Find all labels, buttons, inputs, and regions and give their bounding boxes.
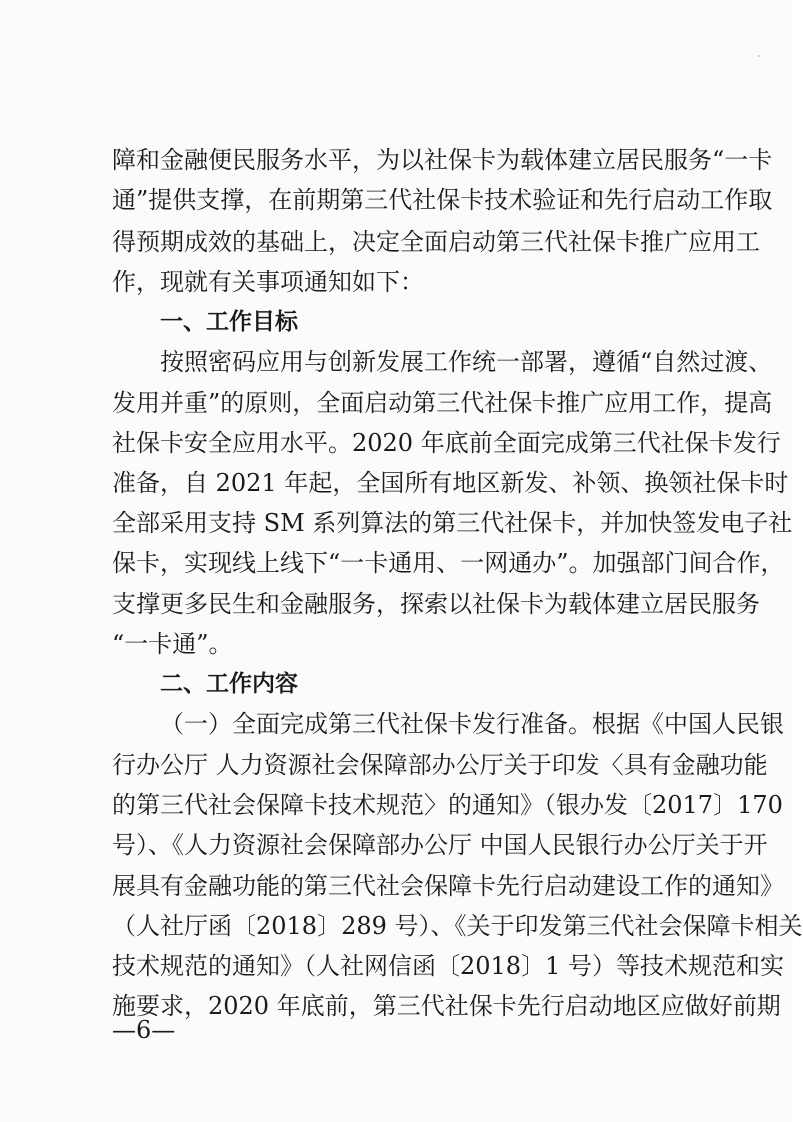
scan-speck	[758, 55, 760, 57]
body-line: 行办公厅 人力资源社会保障部办公厅关于印发〈具有金融功能	[112, 751, 768, 779]
body-line: 展具有金融功能的第三代社会保障卡先行启动建设工作的通知》	[112, 872, 784, 900]
body-line: 作，现就有关事项通知如下：	[112, 268, 424, 296]
body-line: 全部采用支持 SM 系列算法的第三代社保卡，并加快签发电子社	[112, 509, 793, 537]
body-line: 发用并重”的原则，全面启动第三代社保卡推广应用工作，提高	[112, 389, 773, 417]
body-line: 通”提供支撑，在前期第三代社保卡技术验证和先行启动工作取	[112, 186, 773, 214]
section-heading-goals: 一、工作目标	[160, 309, 298, 335]
body-line: 支撑更多民生和金融服务，探索以社保卡为载体建立居民服务	[112, 590, 760, 618]
body-line: 号）、《人力资源社会保障部办公厅 中国人民银行办公厅关于开	[112, 831, 768, 859]
page-number: —6—	[112, 1016, 176, 1044]
body-line: 准备，自 2021 年起，全国所有地区新发、补领、换领社保卡时	[112, 469, 789, 497]
body-line: 的第三代社会保障卡技术规范〉的通知》（银办发〔2017〕170	[112, 791, 783, 819]
body-line: 保卡，实现线上线下“一卡通用、一网通办”。加强部门间合作，	[112, 549, 785, 577]
body-line: （人社厅函〔2018〕289 号）、《关于印发第三代社会保障卡相关	[112, 912, 803, 940]
body-line: 障和金融便民服务水平，为以社保卡为载体建立居民服务“一卡	[112, 146, 773, 174]
body-line: “一卡通”。	[112, 630, 233, 658]
section-heading-content: 二、工作内容	[160, 671, 298, 697]
body-line: 按照密码应用与创新发展工作统一部署，遵循“自然过渡、	[160, 348, 773, 376]
body-line: 社保卡安全应用水平。2020 年底前全面完成第三代社保卡发行	[112, 429, 781, 457]
body-line: 得预期成效的基础上，决定全面启动第三代社保卡推广应用工	[112, 228, 760, 256]
body-line: 施要求，2020 年底前，第三代社保卡先行启动地区应做好前期	[112, 992, 781, 1020]
body-line: （一）全面完成第三代社保卡发行准备。根据《中国人民银	[160, 710, 784, 738]
body-line: 技术规范的通知》（人社网信函〔2018〕1 号）等技术规范和实	[112, 952, 784, 980]
